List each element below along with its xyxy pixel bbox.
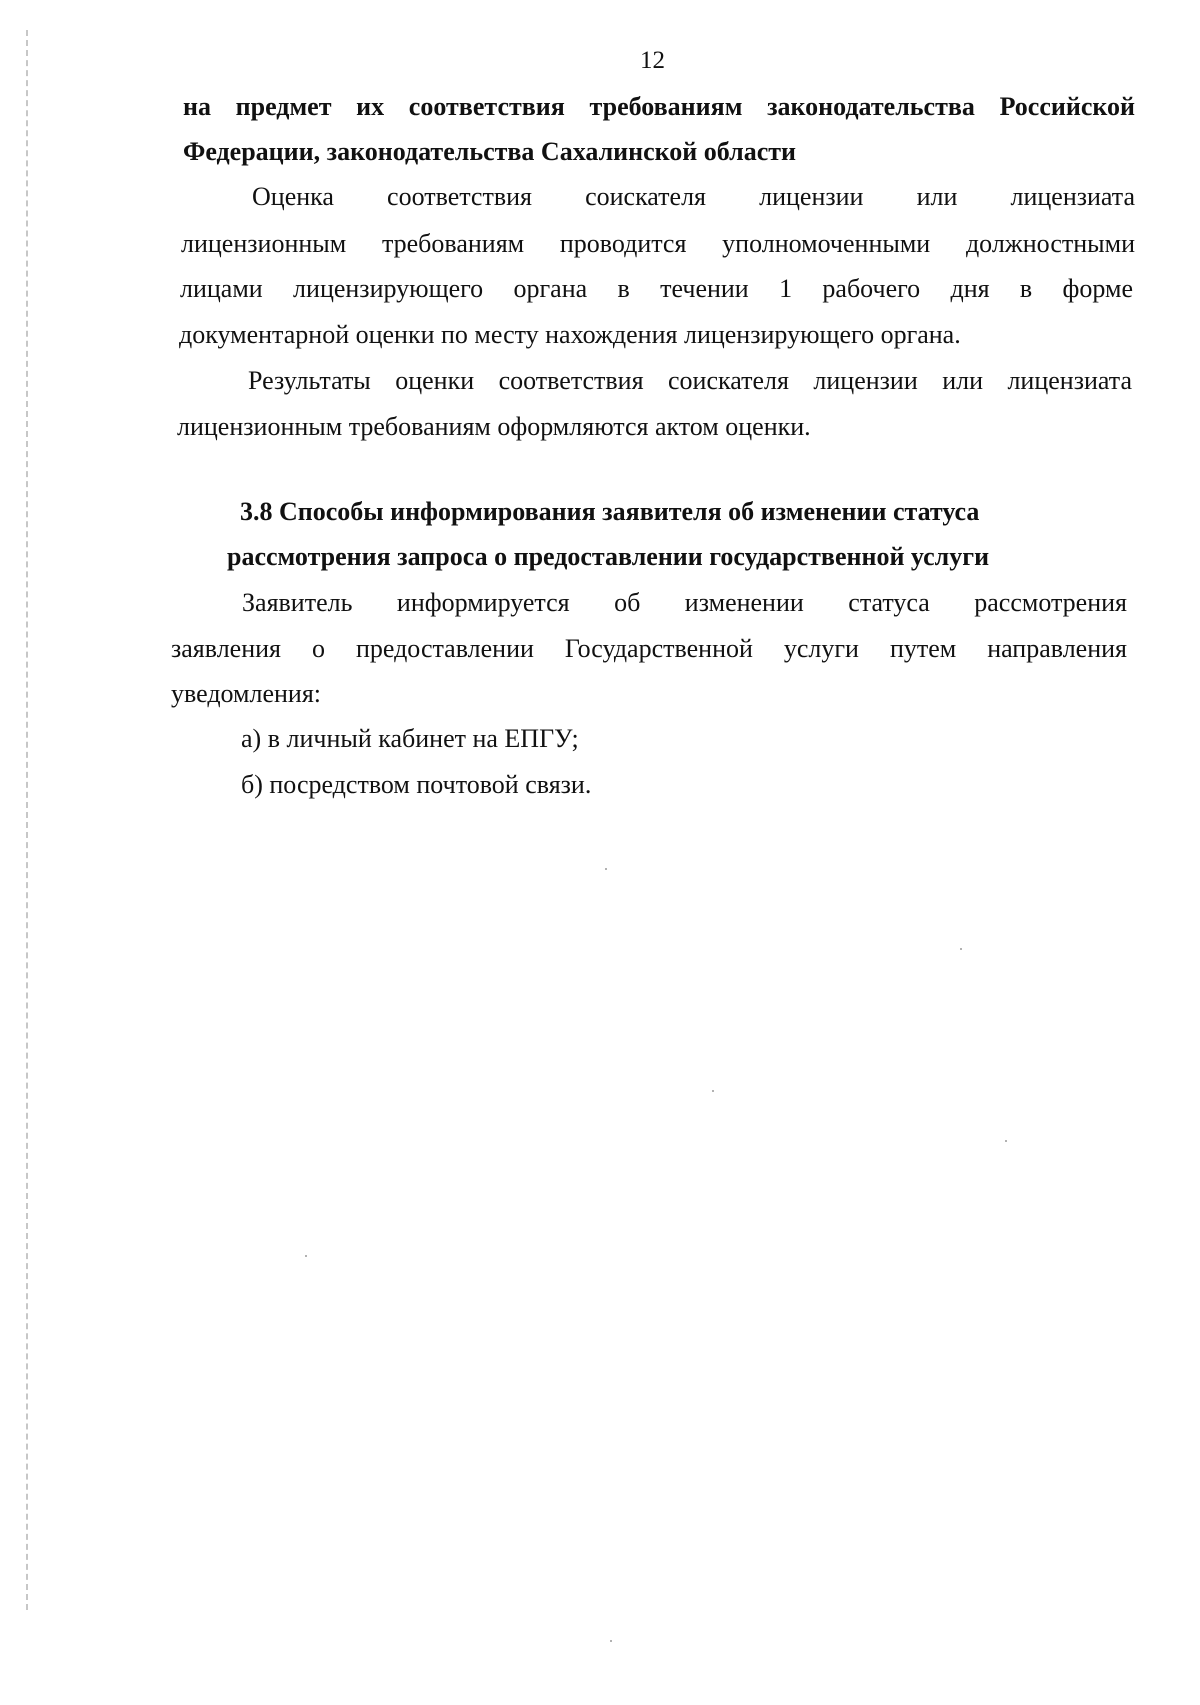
paragraph-1-line-4: документарной оценки по месту нахождения лицензирующего органа. [179, 320, 961, 349]
scan-speck [1005, 1140, 1007, 1142]
paragraph-2-line-1: Результаты оценки соответствия соискателя лицензии или лицензиата [248, 366, 1132, 395]
list-item-postal: б) посредством почтовой связи. [241, 770, 592, 799]
heading-continuation-line-2: Федерации, законодательства Сахалинской области [183, 137, 797, 166]
paragraph-3-line-2: заявления о предоставлении Государственной услуги путем направления [171, 634, 1127, 663]
section-heading-line-1: 3.8 Способы информирования заявителя об изменении статуса [240, 497, 980, 526]
paragraph-3-line-3: уведомления: [171, 679, 322, 708]
scan-edge-marks [26, 30, 32, 1610]
scan-speck [712, 1090, 714, 1092]
scan-speck [610, 1640, 612, 1642]
paragraph-2-line-2: лицензионным требованиям оформляются актом оценки. [177, 412, 811, 441]
scan-speck [305, 1255, 307, 1257]
paragraph-1-line-3: лицами лицензирующего органа в течении 1 рабочего дня в форме [180, 274, 1133, 303]
paragraph-1-line-1: Оценка соответствия соискателя лицензии или лицензиата [252, 182, 1135, 211]
paragraph-1-line-2: лицензионным требованиям проводится уполномоченными должностными [181, 229, 1135, 258]
section-heading-line-2: рассмотрения запроса о предоставлении государственной услуги [227, 542, 990, 571]
list-item-epgu: а) в личный кабинет на ЕПГУ; [241, 724, 579, 753]
scan-speck [960, 948, 962, 950]
scan-speck [605, 868, 607, 870]
page-number: 12 [640, 47, 665, 74]
heading-continuation-line-1: на предмет их соответствия требованиям законодательства Российской [183, 92, 1135, 121]
paragraph-3-line-1: Заявитель информируется об изменении статуса рассмотрения [242, 588, 1127, 617]
